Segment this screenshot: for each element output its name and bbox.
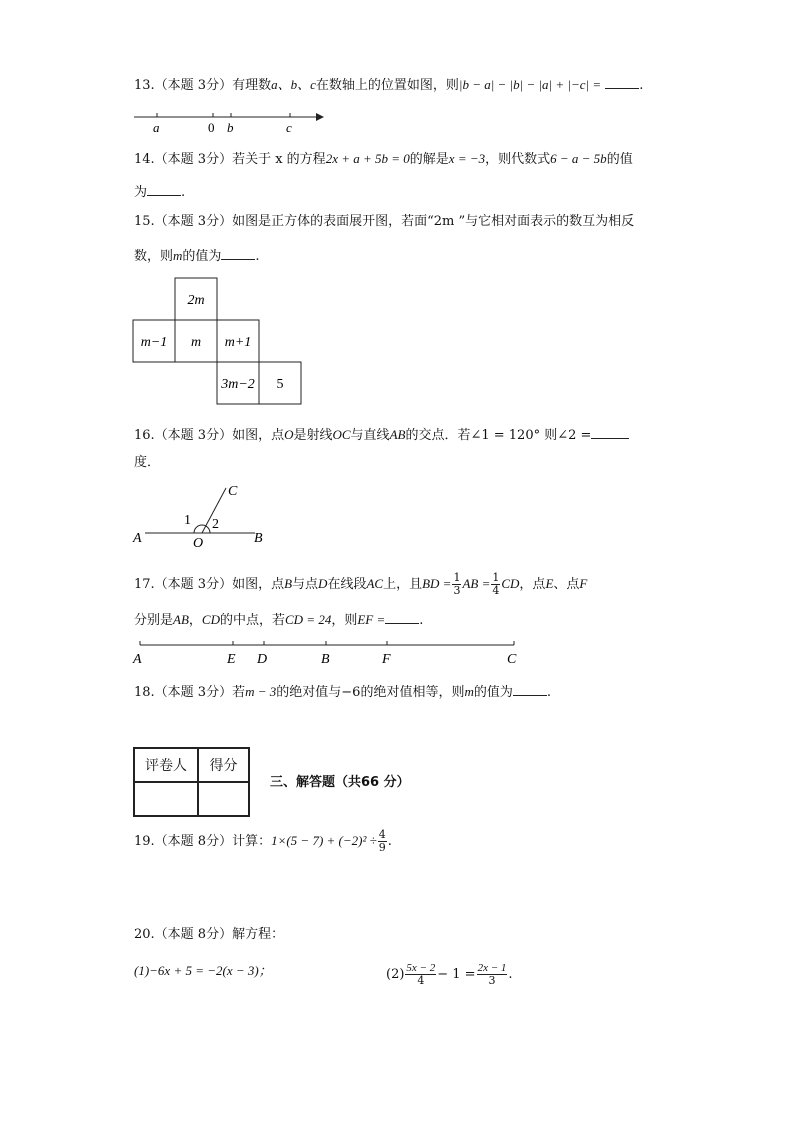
q17-text2: 与点 bbox=[292, 577, 319, 592]
score-header-score: 得分 bbox=[198, 748, 249, 782]
q17-cd2: CD bbox=[201, 612, 220, 627]
label-B: B bbox=[254, 531, 263, 546]
q14-answer-blank[interactable] bbox=[147, 181, 181, 196]
q17-cd24: CD = 24 bbox=[285, 612, 332, 627]
q15-line1: 15.（本题 3分）如图是正方体的表面展开图，若面“2m ”与它相对面表示的数互为相反 bbox=[134, 214, 635, 229]
number-line-figure bbox=[130, 108, 330, 136]
q20-part1 bbox=[134, 962, 272, 981]
q16-ab: AB bbox=[389, 427, 406, 442]
q13-text bbox=[134, 74, 643, 95]
q13-prefix: 13.（本题 3分）有理数 bbox=[134, 78, 272, 93]
cube-net-figure bbox=[132, 277, 304, 405]
q17-frac-1-3: $\frac{1}{3}$ bbox=[453, 571, 461, 597]
q15-text2: 的值为 bbox=[182, 249, 222, 264]
q20-end: . bbox=[508, 967, 513, 982]
q18-var: m bbox=[464, 684, 474, 699]
segment-figure bbox=[130, 636, 530, 670]
q17-text1: 17.（本题 3分）如图，点 bbox=[134, 577, 285, 592]
q17-cd: CD bbox=[501, 576, 520, 591]
q17-ab2: AB bbox=[173, 612, 189, 627]
q14-text2: 的解是 bbox=[409, 152, 449, 167]
cube-cell-2m: 2m bbox=[187, 293, 205, 308]
q15-var: m bbox=[173, 248, 183, 263]
q17-text7: 分别是 bbox=[134, 613, 174, 628]
angle-figure bbox=[130, 480, 280, 550]
seg-label-E: E bbox=[227, 652, 236, 667]
q17-text10: ，则 bbox=[331, 613, 358, 628]
q15-answer-blank[interactable] bbox=[221, 245, 255, 260]
axis-label-b: b bbox=[227, 120, 234, 135]
seg-label-F: F bbox=[382, 652, 391, 667]
q13-expr: |b − a| − |b| − |a| + |−c| = bbox=[458, 77, 602, 92]
q16-o: O bbox=[284, 427, 294, 442]
q13-vars: a、b、c bbox=[271, 77, 316, 92]
q18-text3: 的绝对值相等，则 bbox=[360, 685, 465, 700]
q14-text5: 为 bbox=[134, 185, 148, 200]
score-table bbox=[133, 747, 250, 817]
label-angle2: 2 bbox=[212, 517, 219, 532]
q17-line2 bbox=[134, 609, 423, 630]
score-header-grader: 评卷人 bbox=[134, 748, 198, 782]
q17-end: . bbox=[419, 613, 424, 628]
q19-expr: 1×(5 − 7) + (−2)² ÷ bbox=[271, 833, 377, 848]
seg-label-A: A bbox=[133, 652, 142, 667]
q17-text5: ，点 bbox=[519, 577, 546, 592]
section-title: 三、解答题（共66 分） bbox=[270, 775, 410, 790]
q17-frac-1-4: $\frac{1}{4}$ bbox=[492, 571, 500, 597]
axis-label-a: a bbox=[153, 120, 160, 135]
axis-label-0: 0 bbox=[208, 120, 215, 135]
q17-f: F bbox=[579, 576, 588, 591]
q17-b: B bbox=[284, 576, 293, 591]
q13-mid: 在数轴上的位置如图，则 bbox=[315, 78, 459, 93]
q14-solution: x = −3 bbox=[448, 151, 486, 166]
cube-cell-m-1: m−1 bbox=[140, 335, 168, 350]
q17-d: D bbox=[318, 576, 328, 591]
q13-answer-blank[interactable] bbox=[605, 74, 639, 89]
seg-label-B: B bbox=[321, 652, 330, 667]
q14-expression: 6 − a − 5b bbox=[550, 151, 607, 166]
q16-oc: OC bbox=[332, 427, 351, 442]
score-cell-score[interactable] bbox=[198, 782, 249, 816]
q18-text1: 18.（本题 3分）若 bbox=[134, 685, 246, 700]
q19-frac: $\frac{4}{9}$ bbox=[378, 828, 386, 854]
q16-answer-blank[interactable] bbox=[591, 424, 629, 439]
q18-answer-blank[interactable] bbox=[513, 681, 547, 696]
q14-end: . bbox=[181, 185, 186, 200]
seg-label-D: D bbox=[257, 652, 268, 667]
q18-end: . bbox=[546, 685, 551, 700]
q17-e: E bbox=[545, 576, 554, 591]
q17-text9: 的中点，若 bbox=[219, 613, 285, 628]
q20-text: 20.（本题 8分）解方程： bbox=[134, 927, 285, 942]
q14-line2 bbox=[134, 181, 185, 202]
q19-label: 19.（本题 8分）计算： bbox=[134, 834, 272, 849]
cube-cell-3m-2: 3m−2 bbox=[221, 377, 255, 392]
q15-text1: 数，则 bbox=[134, 249, 174, 264]
q20-frac-b: $\frac{2x - 1}{3}$ bbox=[477, 962, 507, 987]
q17-line1 bbox=[134, 572, 587, 597]
q18-text bbox=[134, 681, 551, 702]
q17-text6: 、点 bbox=[553, 577, 580, 592]
cube-cell-m+1: m+1 bbox=[224, 335, 252, 350]
q18-text2: 的绝对值与 bbox=[276, 685, 342, 700]
q16-text1: 16.（本题 3分）如图，点 bbox=[134, 428, 285, 443]
cube-cell-m: m bbox=[190, 335, 202, 350]
q14-line1 bbox=[134, 150, 633, 169]
q16-text3: 与直线 bbox=[350, 428, 390, 443]
label-C: C bbox=[228, 484, 238, 499]
q18-text4: 的值为 bbox=[473, 685, 513, 700]
q17-answer-blank[interactable] bbox=[385, 609, 419, 624]
q19-end: . bbox=[387, 834, 392, 849]
q20-mid: − 1 = bbox=[437, 967, 476, 982]
q14-text3: ，则代数式 bbox=[485, 152, 551, 167]
q17-text4: 上，且 bbox=[383, 577, 423, 592]
label-A: A bbox=[133, 531, 142, 546]
score-cell-grader[interactable] bbox=[134, 782, 198, 816]
q14-text4: 的值 bbox=[606, 152, 633, 167]
axis-label-c: c bbox=[286, 120, 292, 135]
q16-text2: 是射线 bbox=[293, 428, 333, 443]
q15-end: . bbox=[255, 249, 260, 264]
q20-p2-label: (2) bbox=[386, 967, 405, 982]
q17-ac: AC bbox=[366, 576, 384, 591]
label-O: O bbox=[193, 536, 204, 550]
q20-frac-a: $\frac{5x - 2}{4}$ bbox=[406, 962, 436, 987]
q20-p1: (1)−6x + 5 = −2(x − 3)； bbox=[134, 963, 272, 978]
q13-end: . bbox=[639, 78, 644, 93]
q17-ab: AB = bbox=[462, 576, 491, 591]
q17-text3: 在线段 bbox=[327, 577, 367, 592]
q17-bd: BD = bbox=[422, 576, 452, 591]
q19-text bbox=[134, 829, 392, 854]
q18-expr: m − 3 bbox=[245, 684, 277, 699]
q16-text4: 的交点．若∠1 = 120° 则∠2 = bbox=[405, 428, 592, 443]
q17-text8: ， bbox=[188, 613, 202, 628]
q16-line2: 度． bbox=[134, 455, 161, 470]
q18-neg6: −6 bbox=[341, 685, 361, 700]
q16-line1 bbox=[134, 424, 629, 445]
cube-cell-5: 5 bbox=[276, 377, 284, 392]
seg-label-C: C bbox=[507, 652, 517, 667]
q20-part2 bbox=[386, 962, 513, 987]
q14-equation: 2x + a + 5b = 0 bbox=[325, 151, 410, 166]
q15-line2 bbox=[134, 245, 260, 266]
label-angle1: 1 bbox=[184, 513, 191, 528]
q14-text1: 14.（本题 3分）若关于 x 的方程 bbox=[134, 152, 326, 167]
q17-ef: EF = bbox=[357, 612, 386, 627]
